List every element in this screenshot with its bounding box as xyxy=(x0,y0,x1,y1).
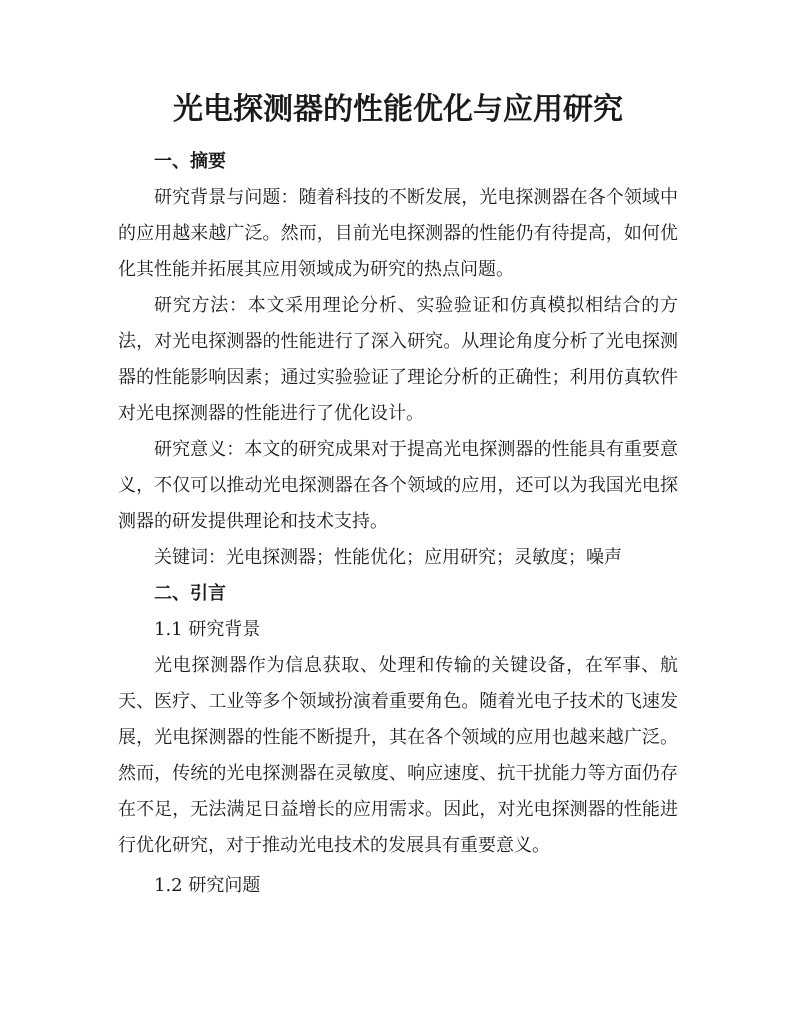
abstract-method-paragraph: 研究方法：本文采用理论分析、实验验证和仿真模拟相结合的方法，对光电探测器的性能进行了深入研究。从理论角度分析了光电探测器的性能影响因素；通过实验验证了理论分析的正确性；利用仿真软件对光电探测器的性能进行了优化设计。 xyxy=(118,295,678,424)
subsection-heading-background: 1.1 研究背景 xyxy=(154,619,261,640)
background-paragraph: 光电探测器作为信息获取、处理和传输的关键设备，在军事、航天、医疗、工业等多个领域扮演着重要角色。随着光电子技术的飞速发展，光电探测器的性能不断提升，其在各个领域的应用也越来越广泛。然而，传统的光电探测器在灵敏度、响应速度、抗干扰能力等方面仍存在不足，无法满足日益增长的应用需求。因此，对光电探测器的性能进行优化研究，对于推动光电技术的发展具有重要意义。 xyxy=(118,655,678,856)
section-heading-introduction: 二、引言 xyxy=(154,583,226,604)
abstract-significance-paragraph: 研究意义：本文的研究成果对于提高光电探测器的性能具有重要意义，不仅可以推动光电探测器在各个领域的应用，还可以为我国光电探测器的研发提供理论和技术支持。 xyxy=(118,439,678,532)
subsection-heading-research-question: 1.2 研究问题 xyxy=(154,875,261,896)
abstract-background-paragraph: 研究背景与问题：随着科技的不断发展，光电探测器在各个领域中的应用越来越广泛。然而，目前光电探测器的性能仍有待提高，如何优化其性能并拓展其应用领域成为研究的热点问题。 xyxy=(118,187,678,280)
section-heading-abstract: 一、摘要 xyxy=(154,151,226,172)
keywords-line: 关键词：光电探测器；性能优化；应用研究；灵敏度；噪声 xyxy=(154,547,622,568)
document-page xyxy=(118,88,678,904)
document-title: 光电探测器的性能优化与应用研究 xyxy=(173,92,623,127)
